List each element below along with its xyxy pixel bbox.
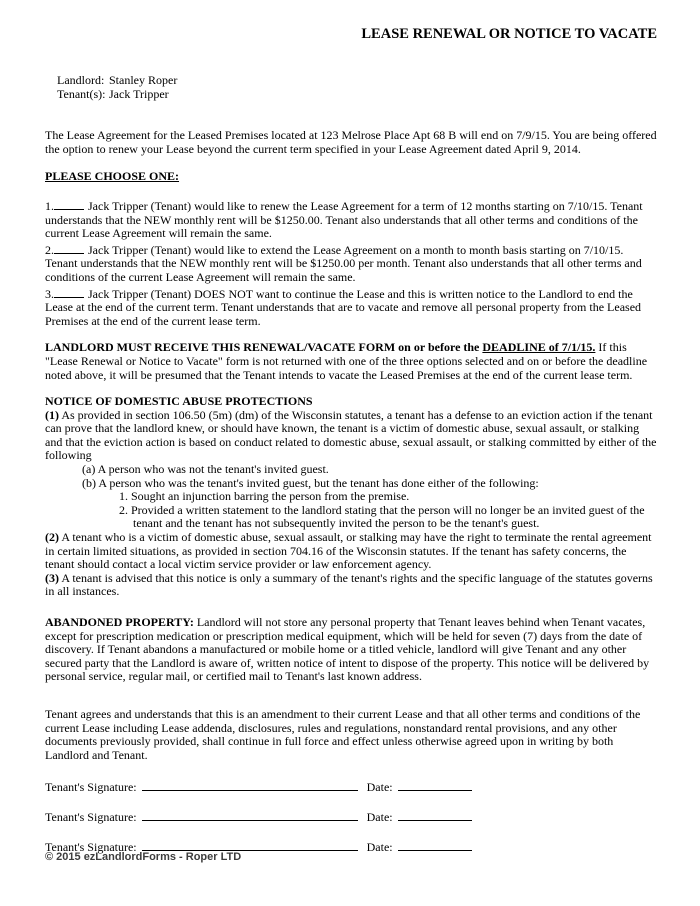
- deadline-date: DEADLINE of 7/1/15.: [482, 340, 596, 355]
- item-1-marker: (1): [45, 407, 59, 422]
- option-2-selection-blank[interactable]: [54, 241, 84, 254]
- tenants-name: Jack Tripper: [109, 86, 169, 101]
- domestic-abuse-sub-b: (b) A person who was the tenant's invited guest, but the tenant has done either of the following:: [82, 475, 539, 490]
- item-2-marker: (2): [45, 530, 59, 545]
- tenant-signature-line[interactable]: [142, 778, 358, 791]
- intro-paragraph: The Lease Agreement for the Leased Premises located at 123 Melrose Place Apt 68 B will end on 7/9/15. You are being offered the option to renew your Lease beyond the current term specified in your Lease Agreement dated April 9, 2014.: [45, 128, 657, 156]
- parties-block: [57, 74, 657, 101]
- abandoned-property-text: Landlord will not store any personal property that Tenant leaves behind when Tenant vacates, except for prescription medication or prescription medical equipment, which will be held for seven (7) days from the date of discovery. If Tenant abandons a manufactured or mobile home or a titled vehicle, landlord will give Tenant and any other secured party that the Landlord is aware of, written notice of intent to dispose of the property. This notice will be delivered by personal service, regular mail, or certified mail to Tenant's last known address.: [45, 615, 650, 684]
- deadline-paragraph: [45, 341, 657, 382]
- domestic-abuse-sub-a: (a) A person who was not the tenant's invited guest.: [82, 462, 329, 477]
- deadline-rest: If this "Lease Renewal or Notice to Vacate" form is not returned with one of the three options selected and on or before the deadline noted above, it will be presumed that the Tenant intends to vacate the Leased Premises at the end of the current lease term.: [45, 340, 648, 382]
- options-list: [45, 197, 657, 328]
- option-1: [45, 197, 657, 241]
- option-1-number: 1.: [45, 198, 54, 213]
- signature-row-2: [45, 808, 657, 825]
- landlord-name: Stanley Roper: [109, 73, 178, 87]
- item-3-marker: (3): [45, 570, 59, 585]
- date-label: Date:: [366, 780, 393, 795]
- domestic-abuse-sub-b1: 1. Sought an injunction barring the person from the premise.: [119, 489, 410, 504]
- option-3-number: 3.: [45, 286, 54, 301]
- domestic-abuse-item-3: [45, 572, 657, 599]
- option-3-selection-blank[interactable]: [54, 285, 84, 298]
- abandoned-property-label: ABANDONED PROPERTY:: [45, 615, 194, 629]
- choose-one-heading: PLEASE CHOOSE ONE:: [45, 169, 180, 184]
- item-2-text: A tenant who is a victim of domestic abuse, sexual assault, or stalking may have the right to terminate the rental agreement in certain limited situations, as provided in section 704.16 of the Wisconsin statutes. If the tenant has safety concerns, the tenant should contact a local victim service provider or law enforcement agency.: [45, 530, 652, 572]
- date-line[interactable]: [398, 808, 472, 821]
- landlord-label: Landlord:: [57, 73, 105, 87]
- document-title: LEASE RENEWAL OR NOTICE TO VACATE: [361, 26, 657, 42]
- signature-row-1: [45, 778, 657, 795]
- domestic-abuse-item-1: [45, 409, 657, 463]
- option-2-number: 2.: [45, 242, 54, 257]
- date-label: Date:: [366, 809, 393, 824]
- tenant-signature-label: Tenant's Signature:: [45, 780, 137, 795]
- copyright-footer: © 2015 ezLandlordForms - Roper LTD: [45, 851, 242, 863]
- domestic-abuse-sub-b2: 2. Provided a written statement to the landlord stating that the person will no longer be an invited guest of the tenant and the tenant has not subsequently invited the person to be the tenant's guest.: [119, 502, 645, 531]
- amendment-paragraph: Tenant agrees and understands that this is an amendment to their current Lease and that all other terms and conditions of the current Lease including Lease addenda, disclosures, rules and regulations, nonstandard rental provisions, and any other documents previously provided, shall continue in full force and effect unless otherwise agreed upon in writing by both Landlord and Tenant.: [45, 706, 641, 762]
- option-1-selection-blank[interactable]: [54, 197, 84, 210]
- tenants-label: Tenant(s):: [57, 86, 106, 101]
- option-3: [45, 285, 657, 329]
- option-1-text: Jack Tripper (Tenant) would like to renew the Lease Agreement for a term of 12 months starting on 7/10/15. Tenant understands that the NEW monthly rent will be $1250.00. Tenant also understands that all other terms and conditions of the current Lease Agreement will remain the same.: [45, 198, 643, 241]
- signature-block: [45, 778, 657, 854]
- option-2: [45, 241, 657, 285]
- tenant-row: [57, 88, 657, 102]
- abandoned-property-paragraph: [45, 616, 657, 684]
- domestic-abuse-item-2: [45, 531, 657, 572]
- tenant-signature-line[interactable]: [142, 808, 358, 821]
- date-line[interactable]: [398, 778, 472, 791]
- item-1-text: As provided in section 106.50 (5m) (dm) of the Wisconsin statutes, a tenant has a defense to an eviction action if the tenant can prove that the landlord knew, or should have known, the tenant is a victim of domestic abuse, sexual assault, or stalking and that the eviction action is based on conduct related to domestic abuse, sexual assault, or stalking committed by either of the following: [45, 407, 657, 463]
- domestic-abuse-heading: NOTICE OF DOMESTIC ABUSE PROTECTIONS: [45, 394, 313, 409]
- date-line[interactable]: [398, 838, 472, 851]
- tenant-signature-label: Tenant's Signature:: [45, 839, 137, 854]
- landlord-row: [57, 74, 657, 88]
- tenant-signature-line[interactable]: [142, 838, 358, 851]
- option-2-text: Jack Tripper (Tenant) would like to extend the Lease Agreement on a month to month basis starting on 7/10/15. Tenant understands that the NEW monthly rent will be $1250.00 per month. Tenant also understands that all other terms and conditions of the current Lease Agreement will remain the same.: [45, 242, 642, 284]
- date-label: Date:: [366, 839, 393, 854]
- option-3-text: Jack Tripper (Tenant) DOES NOT want to continue the Lease and this is written notice to the Landlord to end the Lease at the end of the current term. Tenant understands that are to vacate and remove all personal property from the Leased Premises at the end of the current lease term.: [45, 286, 642, 328]
- item-3-text: A tenant is advised that this notice is only a summary of the tenant's rights and the specific language of the statutes governs in all instances.: [45, 570, 653, 599]
- tenant-signature-label: Tenant's Signature:: [45, 809, 137, 824]
- deadline-bold-lead: LANDLORD MUST RECEIVE THIS RENEWAL/VACATE FORM on or before the: [45, 340, 483, 355]
